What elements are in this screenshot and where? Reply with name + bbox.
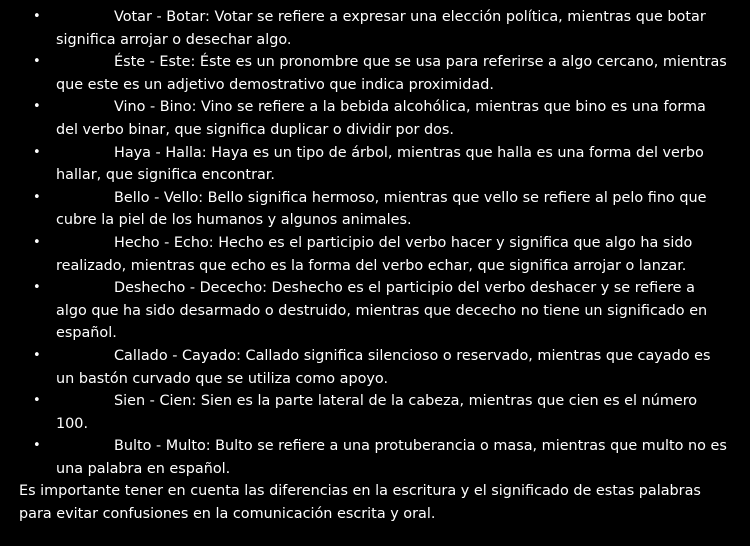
list-item bbox=[0, 96, 750, 141]
closing-paragraph: Es importante tener en cuenta las diferencias en la escritura y el significado de estas palabras para evitar confusiones en la comunicación escrita y oral. bbox=[19, 483, 701, 523]
bullet-icon: • bbox=[33, 189, 41, 205]
list-item-text: Deshecho - Dececho: Deshecho es el participio del verbo deshacer y se refiere a algo que ha sido desarmado o destruido, mientras que dececho no tiene un significado en español. bbox=[56, 280, 708, 342]
bullet-icon: • bbox=[33, 393, 41, 409]
bullet-icon: • bbox=[33, 9, 41, 24]
list-item-text: Hecho - Echo: Hecho es el participio del verbo hacer y significa que algo ha sido realizado, mientras que echo es la forma del verbo echar, que significa arrojar o lanzar. bbox=[56, 234, 693, 274]
list-item bbox=[0, 435, 750, 480]
list-item bbox=[0, 51, 750, 96]
bullet-icon: • bbox=[33, 438, 41, 454]
list-item-text: Vino - Bino: Vino se refiere a la bebida alcohólica, mientras que bino es una forma del verbo binar, que significa duplicar o dividir por dos. bbox=[56, 99, 706, 138]
list-item-text: Votar - Botar: Votar se refiere a expresar una elección política, mientras que botar significa arrojar o desechar algo. bbox=[56, 9, 706, 48]
bullet-icon: • bbox=[33, 54, 41, 70]
bullet-icon: • bbox=[33, 144, 41, 160]
bullet-icon: • bbox=[33, 99, 41, 115]
list-item bbox=[0, 142, 750, 187]
bullet-icon: • bbox=[33, 234, 41, 250]
list-item bbox=[0, 345, 750, 390]
list-item-text: Bello - Vello: Bello significa hermoso, mientras que vello se refiere al pelo fino que cubre la piel de los humanos y algunos animales. bbox=[56, 189, 707, 229]
list-item-text: Callado - Cayado: Callado significa silencioso o reservado, mientras que cayado es un bastón curvado que se utiliza como apoyo. bbox=[56, 347, 711, 387]
list-item bbox=[0, 187, 750, 232]
list-item bbox=[0, 6, 750, 51]
bullet-icon: • bbox=[33, 347, 41, 363]
list-item-text: Bulto - Multo: Bulto se refiere a una protuberancia o masa, mientras que multo no es una palabra en español. bbox=[56, 438, 727, 477]
list-item bbox=[0, 277, 750, 345]
list-item bbox=[0, 232, 750, 277]
list-item-text: Éste - Este: Éste es un pronombre que se usa para referirse a algo cercano, mientras que este es un adjetivo demostrativo que indica proximidad. bbox=[56, 54, 727, 93]
word-pairs-list bbox=[0, 6, 750, 480]
list-item-text: Haya - Halla: Haya es un tipo de árbol, mientras que halla es una forma del verbo hallar, que significa encontrar. bbox=[56, 144, 704, 184]
list-item-text: Sien - Cien: Sien es la parte lateral de la cabeza, mientras que cien es el número 100. bbox=[56, 393, 698, 432]
list-item bbox=[0, 390, 750, 435]
bullet-icon: • bbox=[33, 280, 41, 296]
